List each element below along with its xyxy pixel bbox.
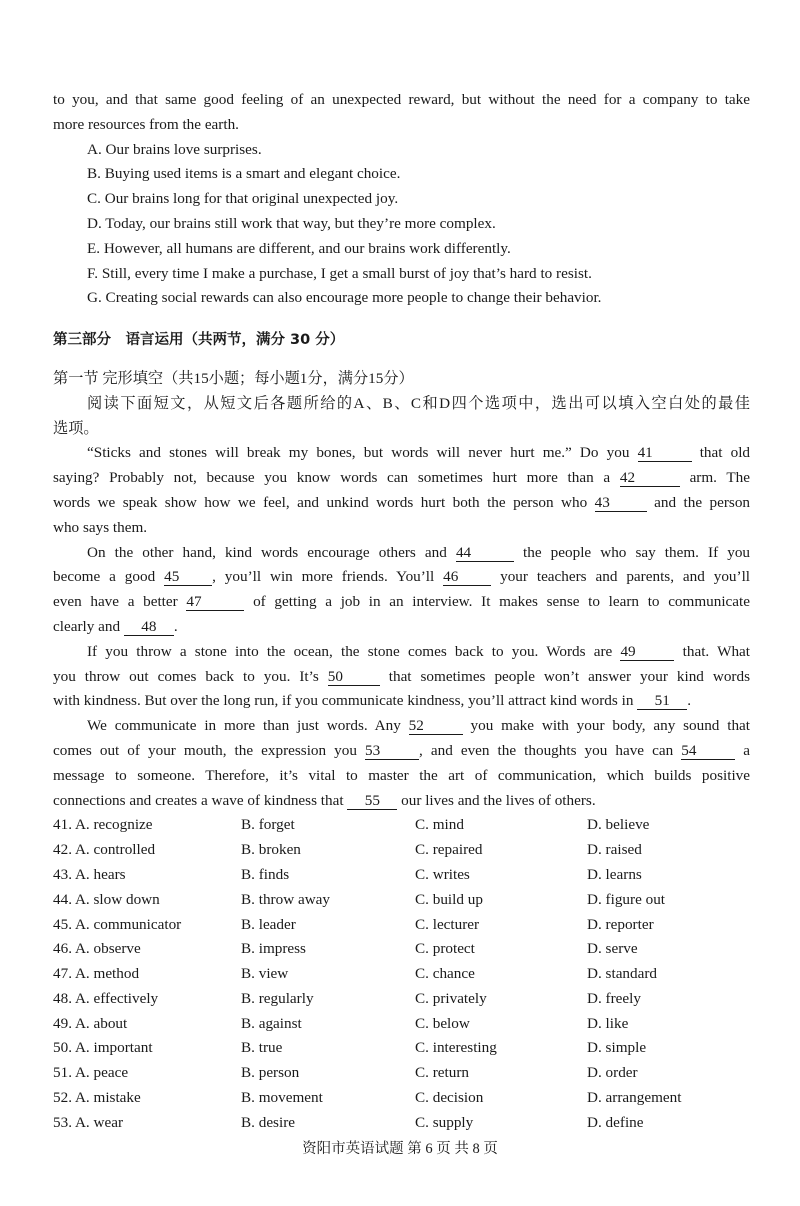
seven-choice-option: B. Buying used items is a smart and elegant choice.: [87, 165, 401, 183]
question-row: [53, 913, 750, 938]
option-b: B. view: [241, 965, 289, 983]
cloze-blank-51: 51: [637, 692, 687, 710]
option-d: D. arrangement: [587, 1089, 682, 1107]
option-b: B. impress: [241, 940, 306, 958]
cloze-blank-44: 44: [456, 544, 514, 562]
cloze-blank-55: 55: [347, 792, 397, 810]
option-d: D. reporter: [587, 915, 654, 933]
cloze-blank-47: 47: [186, 593, 244, 611]
passage-continuation-line: to you, and that same good feeling of an unexpected reward, but without the need for a company to take: [53, 91, 750, 108]
question-row: [53, 1012, 750, 1037]
option-a: 52. A. mistake: [53, 1089, 141, 1107]
passage-continuation-line: more resources from the earth.: [53, 115, 239, 133]
option-c: C. return: [415, 1064, 469, 1082]
seven-choice-option: A. Our brains love surprises.: [87, 140, 262, 158]
cloze-line: We communicate in more than just words. Any 52 you make with your body, any sound that: [87, 717, 751, 735]
option-a: 42. A. controlled: [53, 841, 156, 859]
question-row: [53, 838, 750, 863]
cloze-line: clearly and 48 .: [53, 617, 178, 635]
part-heading: 第三部分 语言运用（共两节，满分 30 分）: [53, 332, 345, 349]
cloze-line: become a good 45 , you’ll win more friends. You’ll 46 your teachers and parents, and you’ll: [53, 568, 751, 586]
cloze-line: If you throw a stone into the ocean, the stone comes back to you. Words are 49 that. What: [87, 642, 751, 660]
cloze-blank-52: 52: [409, 717, 463, 735]
cloze-line: with kindness. But over the long run, if you communicate kindness, you’ll attract kind words in 51 .: [53, 692, 692, 710]
cloze-line: saying? Probably not, because you know words can sometimes hurt more than a 42 arm. The: [53, 469, 751, 487]
cloze-blank-50: 50: [328, 668, 380, 686]
option-a: 49. A. about: [53, 1014, 128, 1032]
option-a: 44. A. slow down: [53, 890, 160, 908]
option-a: 51. A. peace: [53, 1064, 129, 1082]
question-row: [53, 1086, 750, 1111]
question-row: [53, 987, 750, 1012]
cloze-blank-49: 49: [620, 643, 674, 661]
option-a: 43. A. hears: [53, 865, 126, 883]
question-row: [53, 962, 750, 987]
exam-page: [53, 88, 750, 1136]
option-d: D. simple: [587, 1039, 647, 1057]
option-a: 41. A. recognize: [53, 816, 153, 834]
option-b: B. throw away: [241, 890, 330, 908]
option-a: 48. A. effectively: [53, 989, 159, 1007]
option-a: 50. A. important: [53, 1039, 153, 1057]
cloze-blank-43: 43: [595, 494, 647, 512]
page-footer: 资阳市英语试题 第 6 页 共 8 页: [302, 1141, 498, 1157]
option-a: 47. A. method: [53, 965, 140, 983]
option-b: B. movement: [241, 1089, 323, 1107]
option-c: C. decision: [415, 1089, 484, 1107]
option-c: C. chance: [415, 965, 475, 983]
cloze-line: On the other hand, kind words encourage others and 44 the people who say them. If you: [87, 543, 751, 561]
cloze-line: you throw out comes back to you. It’s 50 that sometimes people won’t answer your kind words: [53, 667, 750, 685]
seven-choice-option: G. Creating social rewards can also encourage more people to change their behavior.: [87, 289, 602, 307]
option-c: C. writes: [415, 865, 470, 883]
option-d: D. freely: [587, 989, 641, 1007]
option-a: 46. A. observe: [53, 940, 141, 958]
option-d: D. order: [587, 1064, 638, 1082]
option-b: B. leader: [241, 915, 296, 933]
cloze-blank-41: 41: [638, 444, 692, 462]
cloze-line: words we speak show how we feel, and unkind words hurt both the person who 43 and the person: [53, 493, 751, 511]
cloze-blank-53: 53: [365, 742, 419, 760]
option-d: D. figure out: [587, 890, 666, 908]
option-d: D. define: [587, 1113, 644, 1131]
question-row: [53, 813, 750, 838]
option-d: D. like: [587, 1014, 629, 1032]
question-row: [53, 1036, 750, 1061]
section-instruction: 阅读下面短文，从短文后各题所给的A、B、C和D四个选项中，选出可以填入空白处的最佳: [87, 394, 750, 412]
option-d: D. raised: [587, 841, 642, 859]
cloze-blank-48: 48: [124, 618, 174, 636]
cloze-line: who says them.: [53, 518, 148, 536]
question-row: [53, 1061, 750, 1086]
cloze-line: even have a better 47 of getting a job in an interview. It makes sense to learn to communicate: [53, 593, 751, 611]
option-b: B. against: [241, 1014, 302, 1032]
option-c: C. protect: [415, 940, 475, 958]
question-options-list: [53, 813, 750, 1135]
option-b: B. broken: [241, 841, 301, 859]
option-c: C. mind: [415, 816, 464, 834]
option-b: B. desire: [241, 1113, 295, 1131]
option-b: B. regularly: [241, 989, 314, 1007]
option-c: C. interesting: [415, 1039, 497, 1057]
option-b: B. finds: [241, 865, 290, 883]
cloze-line: comes out of your mouth, the expression you 53 , and even the thoughts you have can 54 a: [53, 741, 751, 759]
seven-choice-option: D. Today, our brains still work that way, but they’re more complex.: [87, 214, 496, 232]
cloze-blank-45: 45: [164, 568, 212, 586]
seven-choice-option: C. Our brains long for that original unexpected joy.: [87, 190, 399, 208]
option-c: C. privately: [415, 989, 487, 1007]
option-b: B. person: [241, 1064, 300, 1082]
cloze-line: message to someone. Therefore, it’s vital to master the art of communication, which builds positive: [53, 766, 750, 784]
option-c: C. lecturer: [415, 915, 480, 933]
option-b: B. true: [241, 1039, 283, 1057]
question-row: [53, 937, 750, 962]
seven-choice-option: F. Still, every time I make a purchase, I get a small burst of joy that’s hard to resist.: [87, 264, 592, 282]
option-d: D. believe: [587, 816, 650, 834]
section-heading: 第一节 完形填空（共15小题；每小题1分，满分15分）: [53, 369, 414, 387]
option-b: B. forget: [241, 816, 295, 834]
question-row: [53, 1111, 750, 1136]
option-c: C. below: [415, 1014, 470, 1032]
cloze-line: connections and creates a wave of kindness that 55 our lives and the lives of others.: [53, 791, 596, 809]
option-d: D. serve: [587, 940, 638, 958]
cloze-blank-46: 46: [443, 568, 491, 586]
option-c: C. repaired: [415, 841, 483, 859]
cloze-blank-42: 42: [620, 469, 680, 487]
cloze-line: “Sticks and stones will break my bones, but words will never hurt me.” Do you 41 that old: [87, 444, 751, 462]
question-row: [53, 888, 750, 913]
option-d: D. learns: [587, 865, 642, 883]
option-c: C. supply: [415, 1113, 474, 1131]
seven-choice-option: E. However, all humans are different, and our brains work differently.: [87, 239, 511, 257]
section-instruction: 选项。: [53, 419, 99, 437]
question-row: [53, 863, 750, 888]
cloze-blank-54: 54: [681, 742, 735, 760]
option-c: C. build up: [415, 890, 483, 908]
option-a: 53. A. wear: [53, 1113, 124, 1131]
option-d: D. standard: [587, 965, 658, 983]
option-a: 45. A. communicator: [53, 915, 182, 933]
